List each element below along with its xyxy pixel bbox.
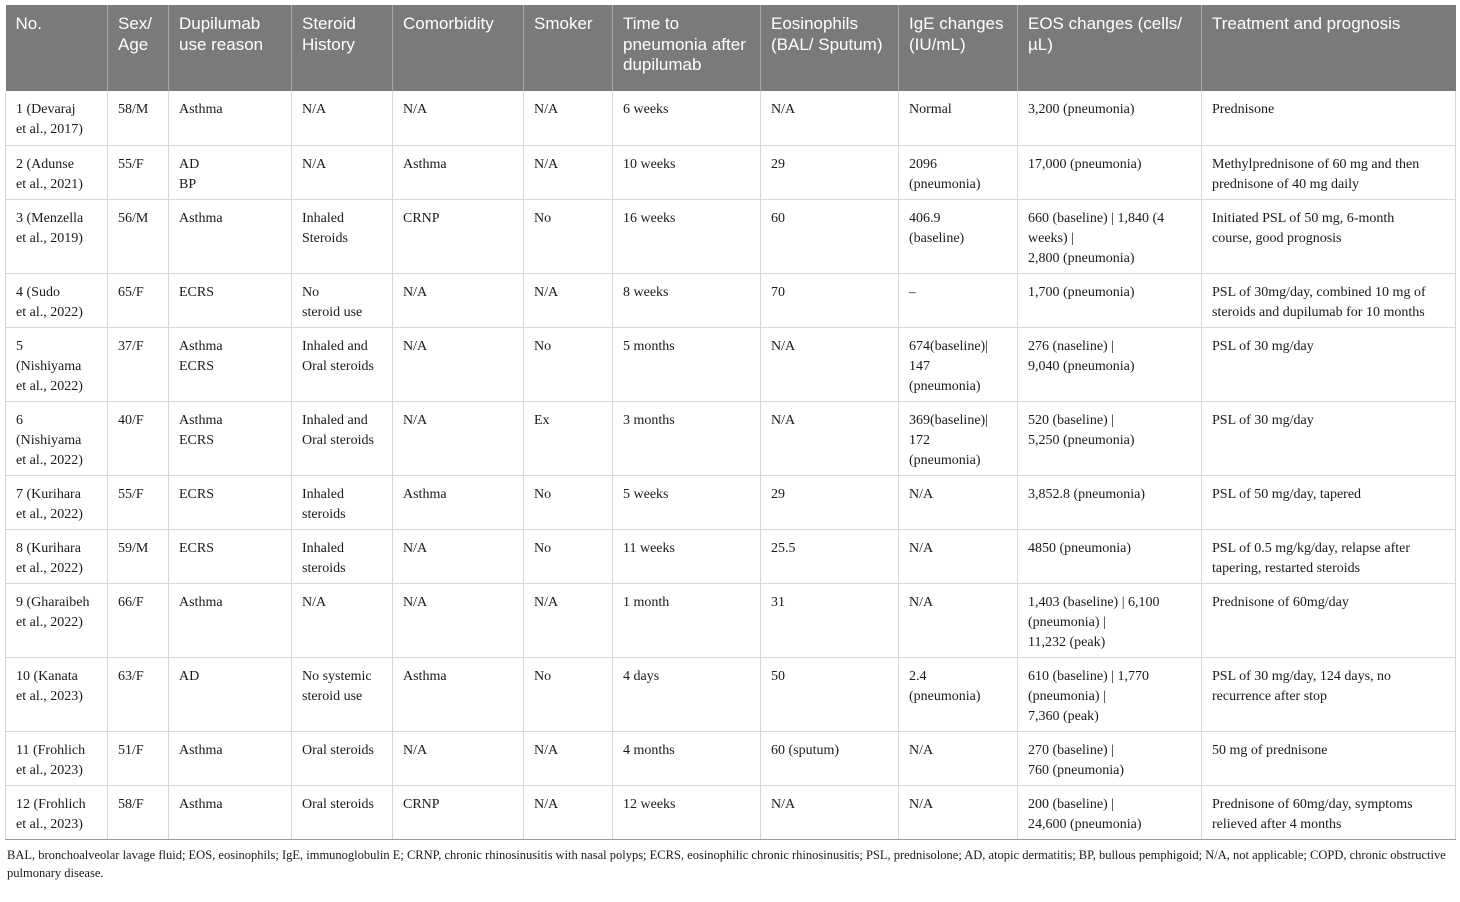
table-cell: N/A (524, 583, 613, 657)
table-cell: No (524, 475, 613, 529)
table-cell: AD BP (169, 145, 292, 199)
table-cell: AD (169, 657, 292, 731)
table-row (6, 731, 1456, 785)
table-row (6, 529, 1456, 583)
column-header: EOS changes (cells/µL) (1018, 5, 1202, 91)
table-body (6, 91, 1456, 839)
table-cell: 276 (naseline) | 9,040 (pneumonia) (1018, 327, 1202, 401)
table-cell: Asthma (169, 91, 292, 145)
table-cell: N/A (524, 731, 613, 785)
table-cell: 520 (baseline) | 5,250 (pneumonia) (1018, 401, 1202, 475)
column-header: IgE changes (IU/mL) (899, 5, 1018, 91)
table-cell: 6 (Nishiyama et al., 2022) (6, 401, 108, 475)
table-cell: Inhaled and Oral steroids (292, 327, 393, 401)
table-cell: 3,852.8 (pneumonia) (1018, 475, 1202, 529)
table-cell: 2.4 (pneumonia) (899, 657, 1018, 731)
table-cell: 9 (Gharaibeh et al., 2022) (6, 583, 108, 657)
table-cell: 11 weeks (613, 529, 761, 583)
table-cell: Asthma (169, 785, 292, 839)
table-cell: 55/F (108, 145, 169, 199)
table-cell: 406.9 (baseline) (899, 199, 1018, 273)
table-cell: Prednisone of 60mg/day (1202, 583, 1456, 657)
table-row (6, 273, 1456, 327)
table-cell: 12 weeks (613, 785, 761, 839)
table-cell: 50 mg of prednisone (1202, 731, 1456, 785)
table-row (6, 657, 1456, 731)
table-cell: 1 month (613, 583, 761, 657)
table-cell: Oral steroids (292, 731, 393, 785)
table-row (6, 475, 1456, 529)
column-header: Time to pneumonia after dupilumab (613, 5, 761, 91)
table-cell: 200 (baseline) | 24,600 (pneumonia) (1018, 785, 1202, 839)
table-cell: – (899, 273, 1018, 327)
table-cell: N/A (899, 583, 1018, 657)
table-cell: 17,000 (pneumonia) (1018, 145, 1202, 199)
table-cell: 12 (Frohlich et al., 2023) (6, 785, 108, 839)
table-cell: 610 (baseline) | 1,770 (pneumonia) | 7,360 (peak) (1018, 657, 1202, 731)
table-cell: Asthma ECRS (169, 327, 292, 401)
table-cell: 4 (Sudo et al., 2022) (6, 273, 108, 327)
table-cell: 4 months (613, 731, 761, 785)
table-cell: No steroid use (292, 273, 393, 327)
table-cell: Initiated PSL of 50 mg, 6-month course, good prognosis (1202, 199, 1456, 273)
table-cell: 2 (Adunse et al., 2021) (6, 145, 108, 199)
table-cell: 2096 (pneumonia) (899, 145, 1018, 199)
table-cell: 29 (761, 145, 899, 199)
table-cell: Asthma (169, 583, 292, 657)
header-row (6, 5, 1456, 91)
table-cell: PSL of 50 mg/day, tapered (1202, 475, 1456, 529)
table-cell: Methylprednisone of 60 mg and then prednisone of 40 mg daily (1202, 145, 1456, 199)
table-cell: PSL of 30 mg/day (1202, 401, 1456, 475)
table-cell: Asthma (169, 731, 292, 785)
table-cell: 58/M (108, 91, 169, 145)
table-cell: 1,700 (pneumonia) (1018, 273, 1202, 327)
table-cell: 3,200 (pneumonia) (1018, 91, 1202, 145)
table-cell: No (524, 529, 613, 583)
table-cell: Asthma (393, 475, 524, 529)
table-wrapper (5, 5, 1455, 882)
table-cell: 270 (baseline) | 760 (pneumonia) (1018, 731, 1202, 785)
table-cell: 1 (Devaraj et al., 2017) (6, 91, 108, 145)
table-cell: N/A (292, 583, 393, 657)
table-cell: 60 (761, 199, 899, 273)
column-header: Comorbidity (393, 5, 524, 91)
table-cell: 660 (baseline) | 1,840 (4 weeks) | 2,800 (pneumonia) (1018, 199, 1202, 273)
table-cell: PSL of 30mg/day, combined 10 mg of steroids and dupilumab for 10 months (1202, 273, 1456, 327)
table-cell: 3 months (613, 401, 761, 475)
table-cell: 55/F (108, 475, 169, 529)
table-cell: 31 (761, 583, 899, 657)
table-cell: 70 (761, 273, 899, 327)
table-cell: 59/M (108, 529, 169, 583)
table-cell: PSL of 0.5 mg/kg/day, relapse after tapering, restarted steroids (1202, 529, 1456, 583)
table-cell: Asthma ECRS (169, 401, 292, 475)
table-cell: No (524, 327, 613, 401)
table-cell: 7 (Kurihara et al., 2022) (6, 475, 108, 529)
table-cell: Normal (899, 91, 1018, 145)
table-row (6, 145, 1456, 199)
table-cell: N/A (524, 785, 613, 839)
table-cell: N/A (761, 785, 899, 839)
table-cell: N/A (393, 327, 524, 401)
table-cell: 3 (Menzella et al., 2019) (6, 199, 108, 273)
table-cell: Prednisone of 60mg/day, symptoms relieved after 4 months (1202, 785, 1456, 839)
table-cell: Ex (524, 401, 613, 475)
table-cell: 5 weeks (613, 475, 761, 529)
table-footnote: BAL, bronchoalveolar lavage fluid; EOS, eosinophils; IgE, immunoglobulin E; CRNP, chronic rhinosinusitis with nasal polyps; ECRS, eosinophilic chronic rhinosinusitis; PSL, prednisolone; AD, atopic dermatitis; BP, bullous pemphigoid; N/A, not applicable; COPD, chronic obstructive pulmonary disease. (7, 847, 1446, 880)
table-cell: 40/F (108, 401, 169, 475)
table-cell: Prednisone (1202, 91, 1456, 145)
table-cell: 4850 (pneumonia) (1018, 529, 1202, 583)
table-cell: N/A (524, 145, 613, 199)
table-cell: 6 weeks (613, 91, 761, 145)
table-cell: ECRS (169, 273, 292, 327)
table-cell: CRNP (393, 199, 524, 273)
table-cell: N/A (393, 273, 524, 327)
table-cell: No (524, 657, 613, 731)
table-cell: 674(baseline)| 147 (pneumonia) (899, 327, 1018, 401)
table-cell: 1,403 (baseline) | 6,100 (pneumonia) | 11,232 (peak) (1018, 583, 1202, 657)
column-header: Smoker (524, 5, 613, 91)
table-cell: N/A (761, 401, 899, 475)
table-cell: 10 weeks (613, 145, 761, 199)
table-cell: 369(baseline)| 172 (pneumonia) (899, 401, 1018, 475)
table-cell: N/A (899, 475, 1018, 529)
table-cell: 4 days (613, 657, 761, 731)
table-cell: N/A (393, 731, 524, 785)
table-cell: N/A (393, 583, 524, 657)
table-cell: 60 (sputum) (761, 731, 899, 785)
table-row (6, 785, 1456, 839)
table-cell: Oral steroids (292, 785, 393, 839)
table-row (6, 199, 1456, 273)
case-table (5, 5, 1456, 840)
table-cell: 5 (Nishiyama et al., 2022) (6, 327, 108, 401)
table-cell: N/A (393, 91, 524, 145)
table-cell: N/A (393, 529, 524, 583)
table-cell: 25.5 (761, 529, 899, 583)
table-cell: Asthma (169, 199, 292, 273)
table-cell: N/A (899, 529, 1018, 583)
table-cell: 66/F (108, 583, 169, 657)
table-cell: ECRS (169, 475, 292, 529)
table-cell: 50 (761, 657, 899, 731)
table-cell: 16 weeks (613, 199, 761, 273)
table-cell: N/A (524, 273, 613, 327)
table-cell: Inhaled Steroids (292, 199, 393, 273)
table-cell: PSL of 30 mg/day (1202, 327, 1456, 401)
column-header: Treatment and prognosis (1202, 5, 1456, 91)
table-cell: N/A (292, 145, 393, 199)
table-cell: N/A (292, 91, 393, 145)
table-cell: N/A (899, 731, 1018, 785)
column-header: Eosinophils (BAL/ Sputum) (761, 5, 899, 91)
table-cell: 63/F (108, 657, 169, 731)
column-header: Dupilumab use reason (169, 5, 292, 91)
table-cell: N/A (899, 785, 1018, 839)
column-header: Sex/ Age (108, 5, 169, 91)
table-cell: 51/F (108, 731, 169, 785)
table-row (6, 327, 1456, 401)
table-cell: 8 (Kurihara et al., 2022) (6, 529, 108, 583)
table-cell: Asthma (393, 657, 524, 731)
table-cell: 56/M (108, 199, 169, 273)
table-row (6, 583, 1456, 657)
column-header: Steroid History (292, 5, 393, 91)
table-cell: 11 (Frohlich et al., 2023) (6, 731, 108, 785)
table-cell: CRNP (393, 785, 524, 839)
table-cell: 58/F (108, 785, 169, 839)
table-cell: N/A (761, 91, 899, 145)
table-cell: No systemic steroid use (292, 657, 393, 731)
table-cell: 5 months (613, 327, 761, 401)
table-cell: No (524, 199, 613, 273)
table-cell: Asthma (393, 145, 524, 199)
table-cell: 37/F (108, 327, 169, 401)
column-header: No. (6, 5, 108, 91)
table-cell: N/A (524, 91, 613, 145)
table-cell: ECRS (169, 529, 292, 583)
table-cell: N/A (761, 327, 899, 401)
table-cell: PSL of 30 mg/day, 124 days, no recurrence after stop (1202, 657, 1456, 731)
table-row (6, 401, 1456, 475)
table-cell: 29 (761, 475, 899, 529)
table-cell: Inhaled and Oral steroids (292, 401, 393, 475)
table-cell: 65/F (108, 273, 169, 327)
table-cell: N/A (393, 401, 524, 475)
table-cell: Inhaled steroids (292, 529, 393, 583)
table-cell: Inhaled steroids (292, 475, 393, 529)
table-cell: 10 (Kanata et al., 2023) (6, 657, 108, 731)
table-row (6, 91, 1456, 145)
table-cell: 8 weeks (613, 273, 761, 327)
